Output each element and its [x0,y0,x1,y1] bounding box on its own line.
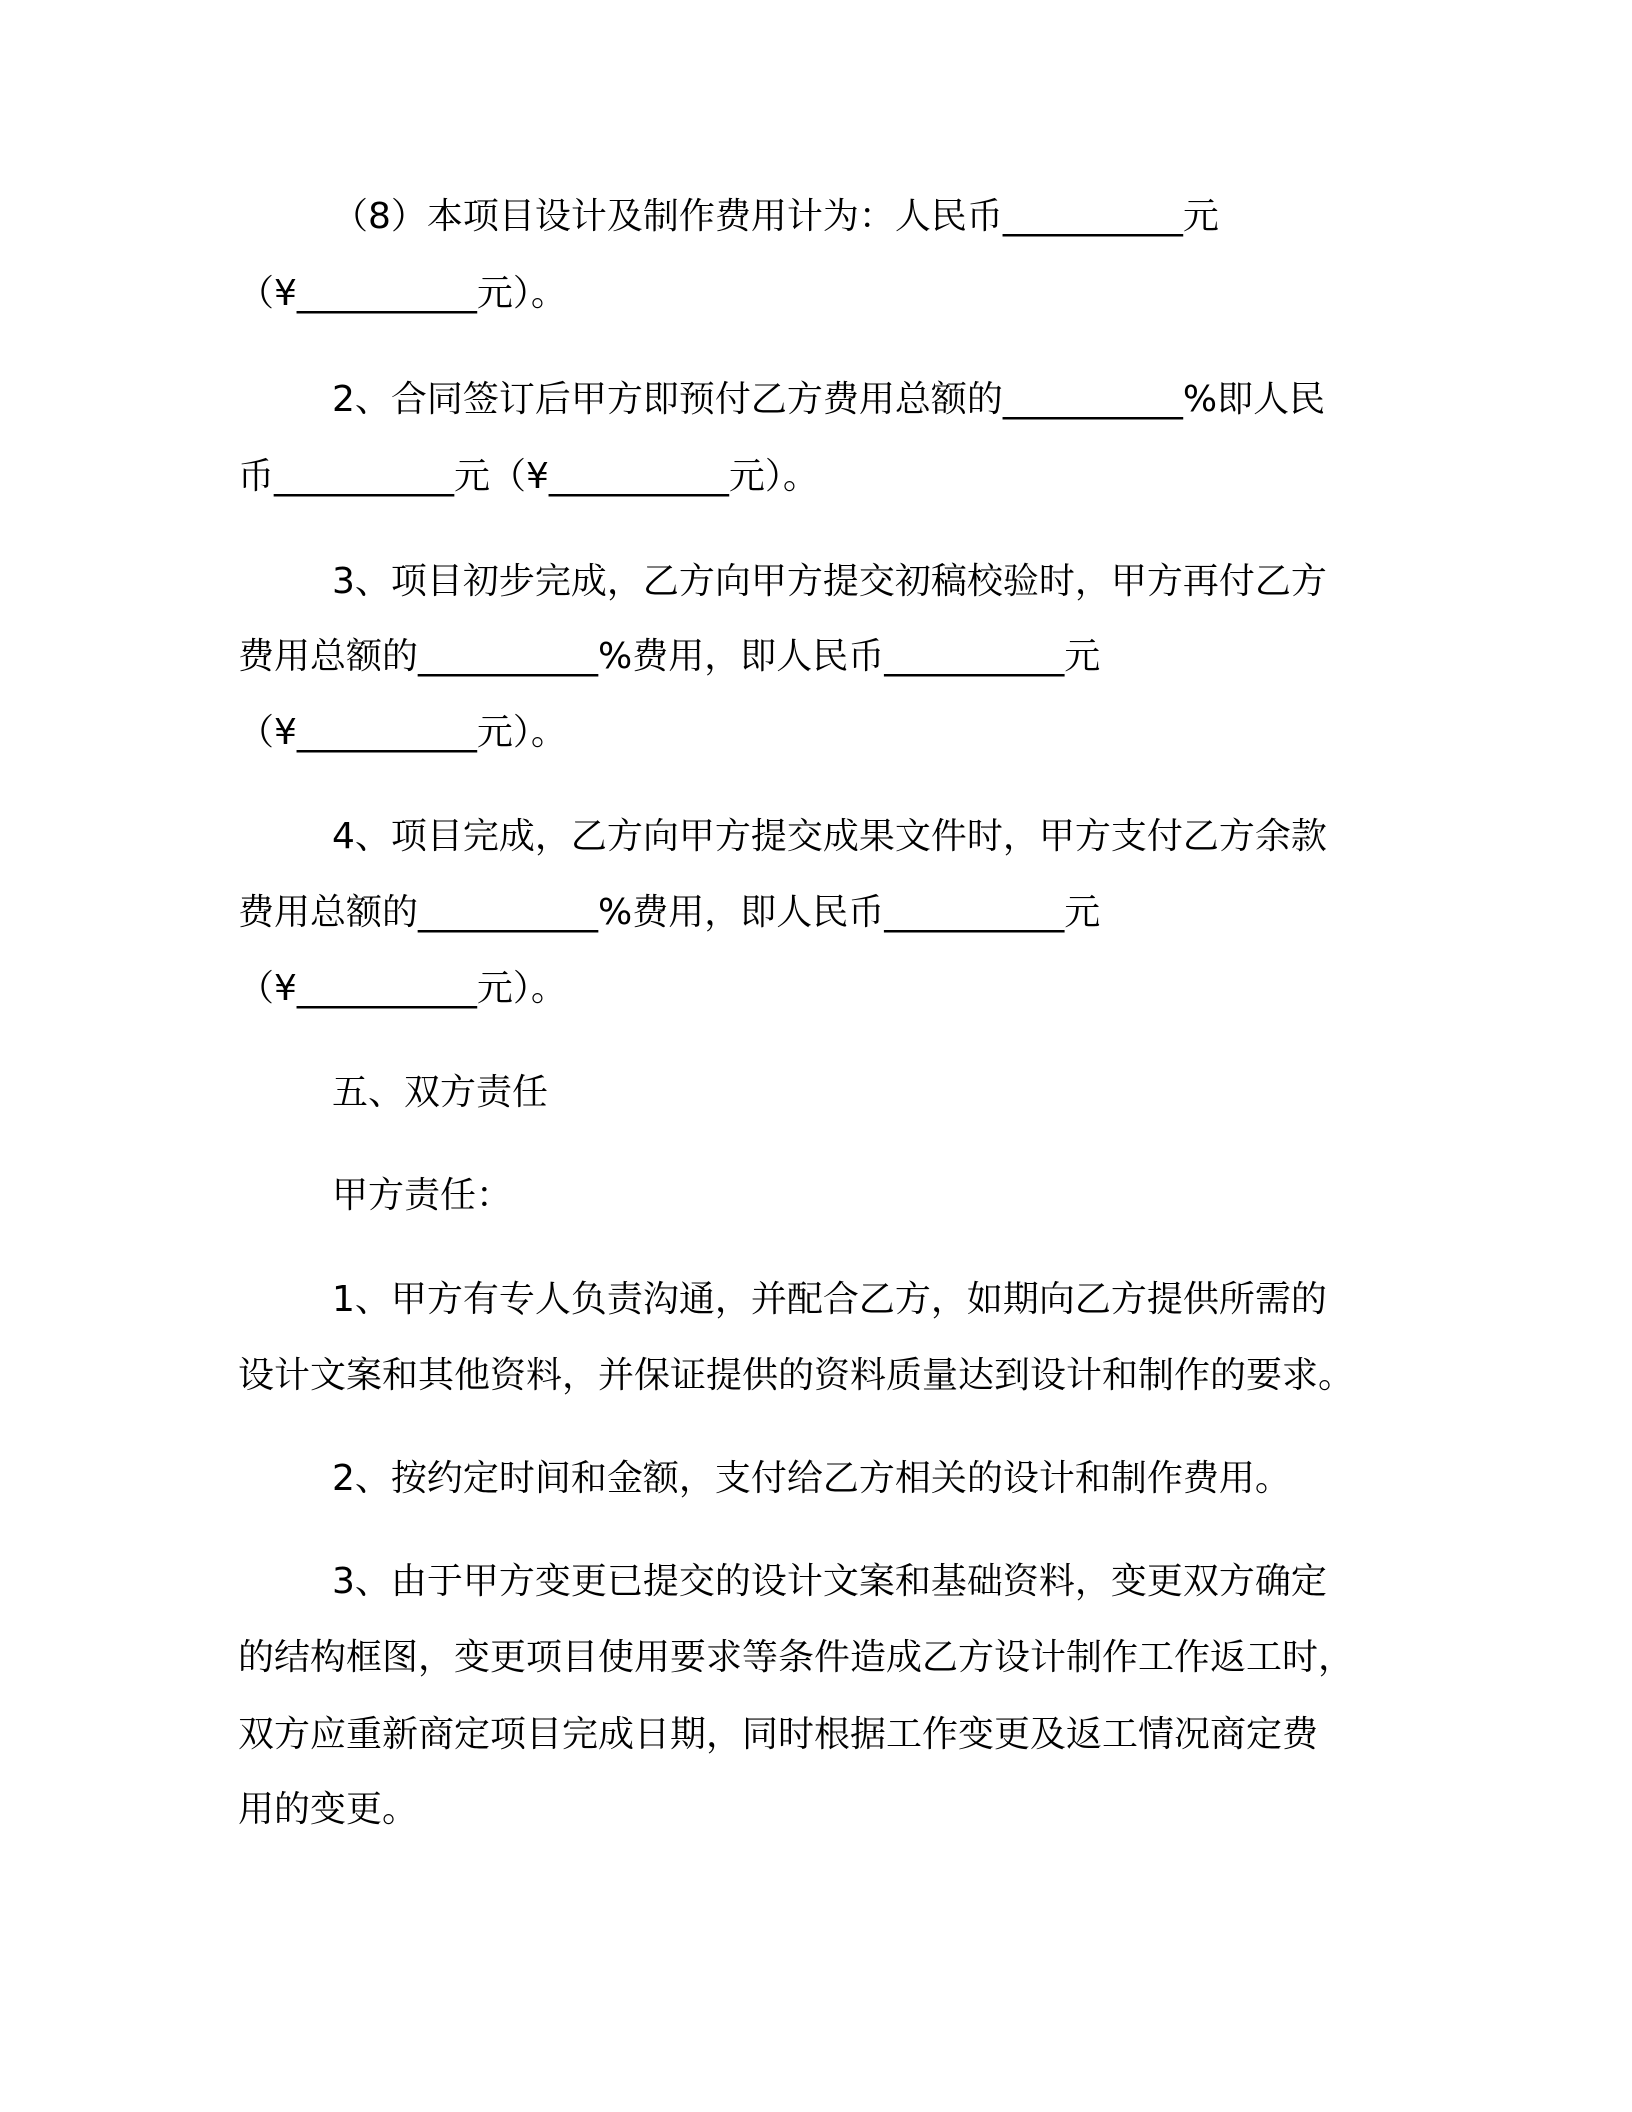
payment-clause-4-line-1: 4、项目完成，乙方向甲方提交成果文件时，甲方支付乙方余款 [332,816,1327,857]
payment-clause-3-line-2: 费用总额的__________%费用，即人民币__________元 [238,636,1101,677]
payment-clause-4-line-3: （¥__________元）。 [238,968,567,1009]
fee-clause-8-line-1: （8）本项目设计及制作费用计为：人民币__________元 [332,196,1219,237]
duty-clause-3-line-3: 双方应重新商定项目完成日期，同时根据工作变更及返工情况商定费 [238,1714,1319,1755]
duty-clause-3-line-1: 3、由于甲方变更已提交的设计文案和基础资料，变更双方确定 [332,1561,1327,1602]
payment-clause-2-line-2: 币__________元（¥__________元）。 [238,456,819,497]
subsection-heading: 甲方责任： [332,1175,513,1216]
duty-clause-1-line-2: 设计文案和其他资料，并保证提供的资料质量达到设计和制作的要求。 [238,1355,1355,1396]
payment-clause-3-line-1: 3、项目初步完成，乙方向甲方提交初稿校验时，甲方再付乙方 [332,561,1327,602]
duty-clause-1-line-1: 1、甲方有专人负责沟通，并配合乙方，如期向乙方提供所需的 [332,1279,1327,1320]
duty-clause-2-line-1: 2、按约定时间和金额，支付给乙方相关的设计和制作费用。 [332,1458,1291,1499]
section-heading: 五、双方责任 [332,1072,549,1113]
payment-clause-3-line-3: （¥__________元）。 [238,712,567,753]
duty-clause-3-line-2: 的结构框图，变更项目使用要求等条件造成乙方设计制作工作返工时， [238,1637,1355,1678]
duty-clause-3-line-4: 用的变更。 [238,1789,419,1830]
payment-clause-2-line-1: 2、合同签订后甲方即预付乙方费用总额的__________%即人民 [332,379,1326,420]
fee-clause-8-line-2: （¥__________元）。 [238,273,567,314]
payment-clause-4-line-2: 费用总额的__________%费用，即人民币__________元 [238,892,1101,933]
